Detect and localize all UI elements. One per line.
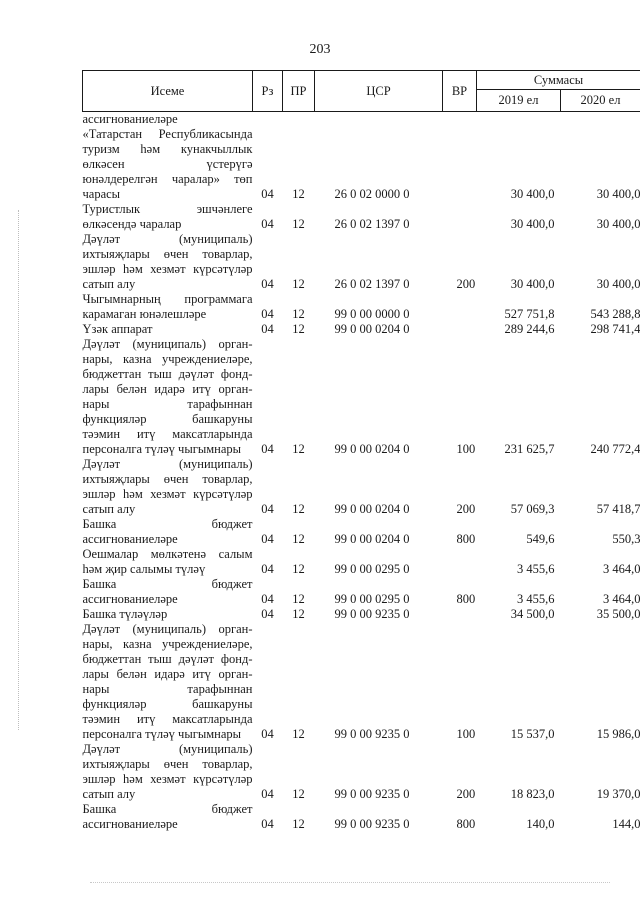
table-row	[83, 127, 640, 202]
table-row	[83, 742, 640, 802]
row-pr: 12	[292, 817, 305, 831]
row-name-line: карамаган юнәлешләре	[82, 307, 207, 321]
row-pr: 12	[292, 562, 305, 576]
row-csr: 99 0 00 0204 0	[334, 532, 410, 546]
row-pr: 12	[292, 787, 305, 801]
header-csr: ЦСР	[315, 71, 443, 112]
row-vr	[443, 202, 477, 232]
row-name-line: сатып алу	[82, 787, 136, 801]
row-sum-2019: 30 400,0	[510, 277, 555, 291]
row-name	[83, 622, 253, 742]
scan-margin-dots	[18, 210, 21, 730]
row-name	[83, 577, 253, 607]
row-csr: 99 0 00 9235 0	[334, 607, 410, 621]
row-name-line: Дәүләт (муниципаль) орган-	[82, 337, 253, 351]
row-csr: 26 0 02 1397 0	[334, 277, 410, 291]
row-name-line: Башка түләүләр	[82, 607, 168, 621]
row-rz: 04	[261, 607, 274, 621]
row-name-line: персоналга түләү чыгымнары	[82, 442, 242, 456]
row-sum-2019: 140,0	[526, 817, 555, 831]
row-name-line: ихтыяҗлары өчен товарлар,	[82, 472, 253, 486]
row-pr: 12	[292, 502, 305, 516]
row-name-line: эшләр һәм хезмәт күрсәтүләр	[82, 487, 253, 501]
row-pr: 12	[292, 217, 305, 231]
row-name-line: Дәүләт (муниципаль)	[82, 742, 253, 756]
row-csr: 26 0 02 0000 0	[334, 187, 410, 201]
row-name-line: өлкәсен үстерүгә	[82, 157, 253, 171]
row-name-line: тәэмин итү максатларында	[82, 427, 253, 441]
row-name	[83, 232, 253, 292]
row-sum-2019: 3 455,6	[517, 592, 555, 606]
row-vr: 200	[456, 502, 476, 516]
table-row	[83, 292, 640, 322]
row-name-line: өлкәсендә чаралар	[82, 217, 182, 231]
row-name-line: функцияләр башкаруны	[82, 697, 253, 711]
row-csr: 99 0 00 9235 0	[334, 787, 410, 801]
row-name-line: нары, казна учреждениеләре,	[82, 637, 253, 651]
table-row	[83, 802, 640, 832]
row-rz: 04	[261, 187, 274, 201]
header-sums: Суммасы	[477, 71, 640, 90]
row-name-line: Дәүләт (муниципаль)	[82, 457, 253, 471]
row-vr: 200	[456, 277, 476, 291]
row-sum-2020	[561, 112, 640, 128]
row-rz: 04	[261, 277, 274, 291]
row-pr: 12	[292, 532, 305, 546]
row-pr: 12	[292, 307, 305, 321]
row-csr: 99 0 00 0295 0	[334, 562, 410, 576]
row-name-line: лары белән идарә итү орган-	[82, 382, 253, 396]
row-name-line: нары тарафыннан	[82, 397, 253, 411]
row-rz	[253, 112, 283, 128]
row-name-line: Башка бюджет	[82, 517, 253, 531]
row-sum-2019: 30 400,0	[510, 187, 555, 201]
row-name-line: сатып алу	[82, 502, 136, 516]
row-rz: 04	[261, 502, 274, 516]
row-name-line: ихтыяҗлары өчен товарлар,	[82, 757, 253, 771]
row-name-line: ассигнованиеләре	[82, 112, 178, 126]
row-pr: 12	[292, 442, 305, 456]
row-sum-2019: 527 751,8	[504, 307, 555, 321]
row-name-line: персоналга түләү чыгымнары	[82, 727, 242, 741]
row-name-line: чарасы	[82, 187, 121, 201]
row-sum-2020: 240 772,4	[590, 442, 640, 456]
row-csr: 99 0 00 9235 0	[334, 817, 410, 831]
row-name	[83, 547, 253, 577]
row-pr: 12	[292, 187, 305, 201]
row-name-line: Башка бюджет	[82, 577, 253, 591]
row-name-line: Туристлык эшчәнлеге	[82, 202, 253, 216]
row-name	[83, 802, 253, 832]
row-sum-2019: 18 823,0	[510, 787, 555, 801]
row-sum-2019: 289 244,6	[504, 322, 555, 336]
row-sum-2020: 144,0	[612, 817, 640, 831]
row-sum-2020: 3 464,0	[603, 592, 640, 606]
row-vr: 100	[456, 442, 476, 456]
row-sum-2020: 30 400,0	[596, 217, 640, 231]
row-sum-2020: 298 741,4	[590, 322, 640, 336]
row-name-line: Дәүләт (муниципаль) орган-	[82, 622, 253, 636]
row-csr: 99 0 00 9235 0	[334, 727, 410, 741]
row-pr: 12	[292, 592, 305, 606]
row-sum-2019: 30 400,0	[510, 217, 555, 231]
row-sum-2019	[477, 112, 561, 128]
row-rz: 04	[261, 562, 274, 576]
row-sum-2020: 550,3	[612, 532, 640, 546]
row-name-line: туризм һәм кунакчыллык	[82, 142, 253, 156]
row-rz: 04	[261, 727, 274, 741]
row-csr	[315, 112, 443, 128]
row-vr	[443, 607, 477, 622]
table-row	[83, 607, 640, 622]
row-name-line: сатып алу	[82, 277, 136, 291]
row-vr	[443, 112, 477, 128]
row-name	[83, 202, 253, 232]
row-sum-2019: 549,6	[526, 532, 555, 546]
row-name-line: ассигнованиеләре	[82, 817, 178, 831]
row-name	[83, 127, 253, 202]
row-pr: 12	[292, 322, 305, 336]
table-row	[83, 577, 640, 607]
row-vr: 100	[456, 727, 476, 741]
row-csr: 99 0 00 0204 0	[334, 322, 410, 336]
row-sum-2019: 15 537,0	[510, 727, 555, 741]
table-row	[83, 517, 640, 547]
row-sum-2020: 543 288,8	[590, 307, 640, 321]
row-vr	[443, 322, 477, 337]
row-vr: 800	[456, 817, 476, 831]
row-name	[83, 337, 253, 457]
row-name	[83, 112, 253, 128]
row-name	[83, 457, 253, 517]
row-name-line: «Татарстан Республикасында	[82, 127, 253, 141]
header-name: Исеме	[83, 71, 253, 112]
budget-table	[82, 70, 640, 832]
row-name-line: нары, казна учреждениеләре,	[82, 352, 253, 366]
row-name	[83, 292, 253, 322]
scan-bottom-dots	[90, 882, 610, 885]
row-sum-2020: 3 464,0	[603, 562, 640, 576]
header-year-2020: 2020 ел	[561, 90, 640, 112]
page-number: 203	[309, 42, 331, 57]
row-rz: 04	[261, 307, 274, 321]
row-rz: 04	[261, 442, 274, 456]
table-row	[83, 547, 640, 577]
table-row	[83, 622, 640, 742]
row-sum-2020: 57 418,7	[596, 502, 640, 516]
header-rz: Рз	[253, 71, 283, 112]
row-name-line: Үзәк аппарат	[82, 322, 153, 336]
row-sum-2019: 57 069,3	[510, 502, 555, 516]
row-sum-2019: 34 500,0	[510, 607, 555, 621]
row-vr: 200	[456, 787, 476, 801]
row-sum-2020: 15 986,0	[596, 727, 640, 741]
header-year-2019: 2019 ел	[477, 90, 561, 112]
row-csr: 99 0 00 0204 0	[334, 442, 410, 456]
row-rz: 04	[261, 787, 274, 801]
table-row	[83, 232, 640, 292]
table-row	[83, 202, 640, 232]
row-name	[83, 742, 253, 802]
row-rz: 04	[261, 817, 274, 831]
row-name-line: бюджеттан тыш дәүләт фонд-	[82, 652, 253, 666]
row-name-line: эшләр һәм хезмәт күрсәтүләр	[82, 772, 253, 786]
row-vr: 800	[456, 532, 476, 546]
row-vr: 800	[456, 592, 476, 606]
row-name-line: тәэмин итү максатларында	[82, 712, 253, 726]
table-row	[83, 112, 640, 128]
row-name-line: нары тарафыннан	[82, 682, 253, 696]
header-pr: ПР	[283, 71, 315, 112]
row-vr	[443, 547, 477, 577]
row-name-line: Дәүләт (муниципаль)	[82, 232, 253, 246]
row-sum-2020: 30 400,0	[596, 277, 640, 291]
row-name-line: ассигнованиеләре	[82, 592, 178, 606]
row-pr: 12	[292, 277, 305, 291]
row-name-line: бюджеттан тыш дәүләт фонд-	[82, 367, 253, 381]
row-sum-2020: 19 370,0	[596, 787, 640, 801]
row-pr: 12	[292, 607, 305, 621]
row-rz: 04	[261, 217, 274, 231]
row-name	[83, 517, 253, 547]
row-rz: 04	[261, 592, 274, 606]
row-name-line: ихтыяҗлары өчен товарлар,	[82, 247, 253, 261]
header-vr: ВР	[443, 71, 477, 112]
table-row	[83, 322, 640, 337]
row-pr	[283, 112, 315, 128]
row-name-line: юнәлдерелгән чаралар» төп	[82, 172, 253, 186]
table-row	[83, 337, 640, 457]
row-name-line: ассигнованиеләре	[82, 532, 178, 546]
row-sum-2020: 30 400,0	[596, 187, 640, 201]
row-sum-2019: 3 455,6	[517, 562, 555, 576]
row-vr	[443, 292, 477, 322]
row-rz: 04	[261, 532, 274, 546]
row-name-line: Башка бюджет	[82, 802, 253, 816]
table-body	[83, 112, 640, 833]
row-pr: 12	[292, 727, 305, 741]
table-header	[83, 71, 640, 112]
row-name-line: Чыгымнарның программага	[82, 292, 253, 306]
table-row	[83, 457, 640, 517]
row-csr: 99 0 00 0204 0	[334, 502, 410, 516]
row-name	[83, 322, 253, 337]
row-name-line: функцияләр башкаруны	[82, 412, 253, 426]
row-name-line: лары белән идарә итү орган-	[82, 667, 253, 681]
row-sum-2019: 231 625,7	[504, 442, 555, 456]
row-name-line: Оешмалар мөлкәтенә салым	[82, 547, 253, 561]
row-vr	[443, 127, 477, 202]
row-name-line: эшләр һәм хезмәт күрсәтүләр	[82, 262, 253, 276]
row-name-line: һәм җир салымы түләү	[82, 562, 206, 576]
row-csr: 99 0 00 0295 0	[334, 592, 410, 606]
row-rz: 04	[261, 322, 274, 336]
row-name	[83, 607, 253, 622]
row-csr: 99 0 00 0000 0	[334, 307, 410, 321]
row-csr: 26 0 02 1397 0	[334, 217, 410, 231]
row-sum-2020: 35 500,0	[596, 607, 640, 621]
